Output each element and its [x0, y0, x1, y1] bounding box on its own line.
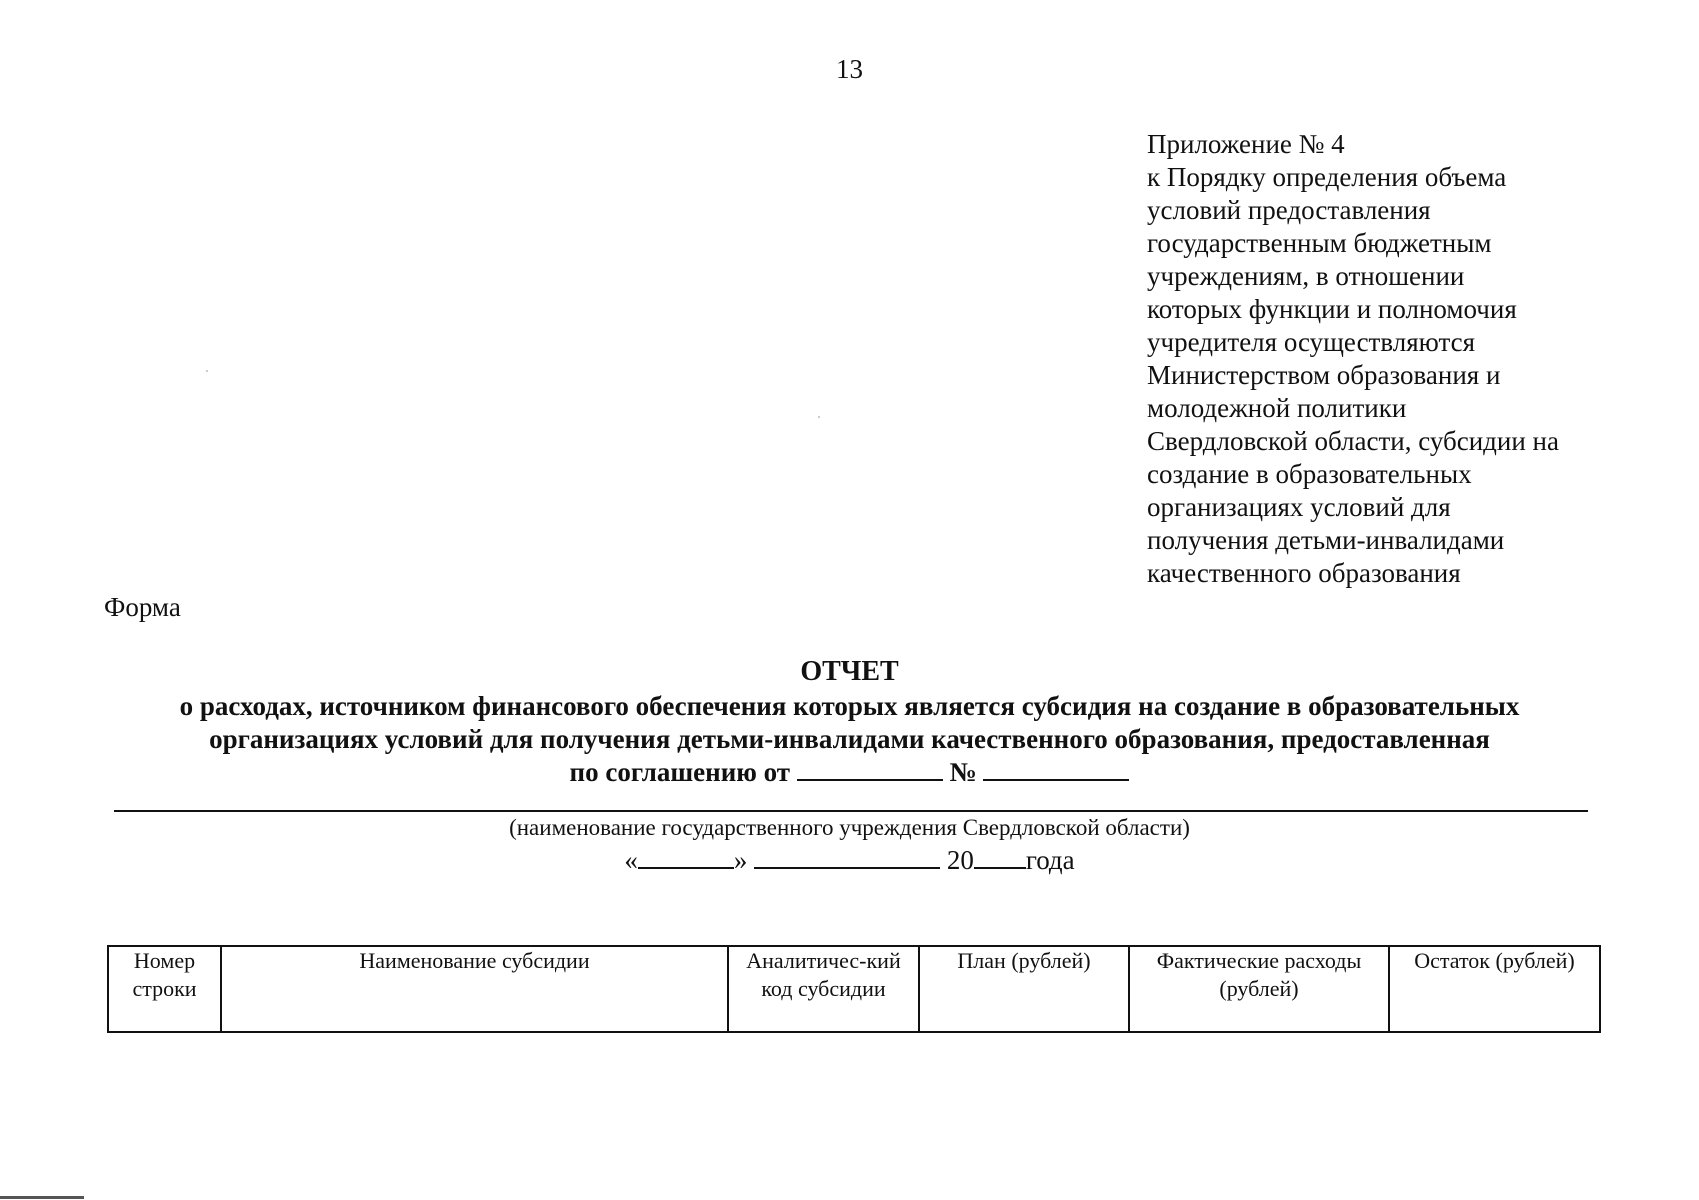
report-title: ОТЧЕТ	[800, 656, 899, 687]
month-blank[interactable]	[754, 847, 940, 869]
report-subtitle	[80, 690, 1619, 789]
appendix-line: организациях условий для	[1147, 492, 1451, 522]
appendix-line: к Порядку определения объема	[1147, 162, 1507, 192]
appendix-line: качественного образования	[1147, 558, 1461, 588]
appendix-line: учреждениям, в отношении	[1147, 261, 1465, 291]
appendix-line: создание в образовательных	[1147, 459, 1472, 489]
agreement-date-blank[interactable]	[797, 757, 943, 781]
year-suffix: года	[1025, 845, 1075, 875]
scan-edge-mark	[0, 1196, 84, 1199]
column-header-plan: План (рублей)	[919, 946, 1129, 1032]
appendix-line: учредителя осуществляются	[1147, 327, 1475, 357]
appendix-block	[1147, 128, 1687, 590]
appendix-line: условий предоставления	[1147, 195, 1431, 225]
appendix-line: получения детьми-инвалидами	[1147, 525, 1505, 555]
column-header-row-number: Номер строки	[108, 946, 221, 1032]
scan-speck	[206, 370, 208, 372]
form-label: Форма	[104, 592, 181, 622]
year-prefix: 20	[946, 845, 974, 875]
column-header-subsidy-name: Наименование субсидии	[221, 946, 728, 1032]
report-table	[107, 945, 1601, 1033]
agreement-number-blank[interactable]	[983, 757, 1129, 781]
date-open-quote: «	[624, 845, 638, 875]
scan-speck	[818, 416, 820, 418]
page-number: 13	[836, 54, 863, 84]
agreement-number-sign: №	[949, 757, 977, 787]
appendix-line: Приложение № 4	[1147, 129, 1345, 159]
report-date-line	[0, 845, 1699, 876]
report-subtitle-line: о расходах, источником финансового обеспечения которых является субсидия на создание в образовательных	[179, 691, 1520, 721]
year-blank[interactable]	[974, 847, 1026, 869]
organization-caption: (наименование государственного учреждения Свердловской области)	[509, 815, 1190, 840]
appendix-line: молодежной политики	[1147, 393, 1407, 423]
organization-name-line[interactable]	[114, 810, 1588, 812]
day-blank[interactable]	[638, 847, 734, 869]
column-header-remainder: Остаток (рублей)	[1389, 946, 1600, 1032]
appendix-line: которых функции и полномочия	[1147, 294, 1517, 324]
appendix-line: государственным бюджетным	[1147, 228, 1492, 258]
appendix-line: Свердловской области, субсидии на	[1147, 426, 1559, 456]
table-header-row	[108, 946, 1600, 1032]
agreement-line	[80, 756, 1619, 789]
report-subtitle-line: организациях условий для получения детьми-инвалидами качественного образования, предоставленная	[209, 724, 1490, 754]
column-header-actual-expenses: Фактические расходы (рублей)	[1129, 946, 1389, 1032]
appendix-line: Министерством образования и	[1147, 360, 1501, 390]
agreement-prefix: по соглашению от	[569, 757, 791, 787]
date-close-quote: »	[733, 845, 748, 875]
column-header-analytic-code: Аналитичес-кий код субсидии	[728, 946, 919, 1032]
